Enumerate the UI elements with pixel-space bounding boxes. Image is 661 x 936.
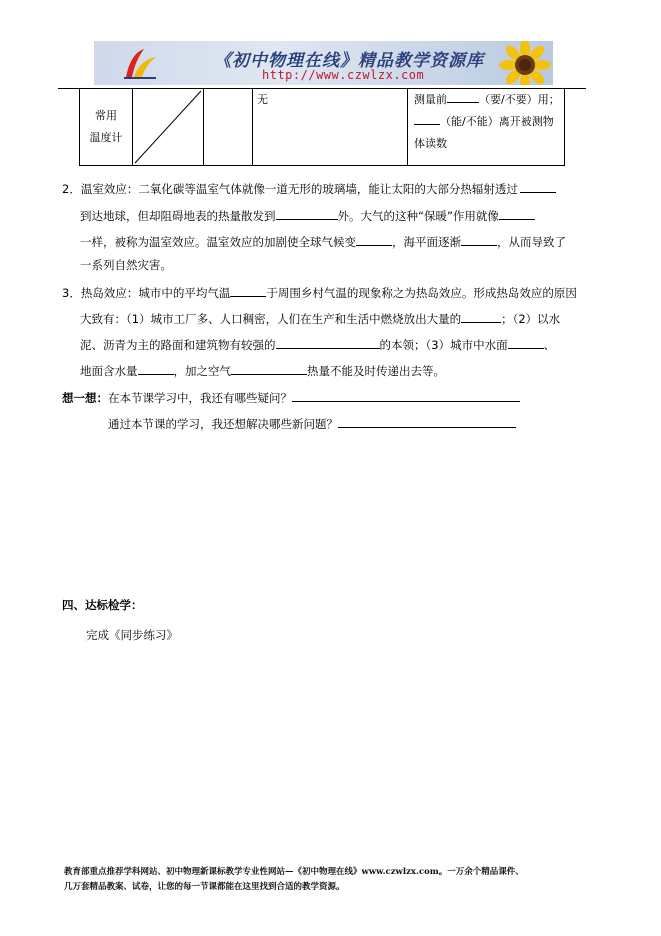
blank-field[interactable] <box>508 335 544 349</box>
item-text: ，从而导致了 <box>497 235 566 249</box>
item-text: 地面含水量 <box>80 364 138 378</box>
item-text: 外。大气的这种“保暖”作用就像 <box>337 209 499 223</box>
item-text: ，加之空气 <box>173 364 231 378</box>
blank-field[interactable] <box>338 414 516 428</box>
none-text: 无 <box>257 93 268 106</box>
think-line2 <box>108 414 516 432</box>
item3-line4 <box>80 361 445 379</box>
item2-line4: 一系列自然灾害。 <box>80 258 172 272</box>
item2-line2 <box>80 206 535 224</box>
thermometer-table <box>79 88 565 166</box>
item2-line3 <box>80 232 566 250</box>
blank-field[interactable] <box>276 206 338 220</box>
blank-field[interactable] <box>356 232 392 246</box>
think-question: 在本节课学习中，我还有哪些疑问？ <box>108 391 292 405</box>
blank-field[interactable] <box>292 388 520 402</box>
item3-line2 <box>80 309 560 327</box>
item-text: ，海平面逐渐 <box>392 235 461 249</box>
row-label-line1: 常用 <box>95 109 117 122</box>
blank-field[interactable] <box>231 361 307 375</box>
item-text: 的本领；（3）城市中水面 <box>379 338 508 352</box>
none-cell <box>253 89 408 166</box>
usage-text-c: （能/不能）离开被测物 <box>440 115 554 128</box>
sunflower-image <box>490 41 553 85</box>
footer-line1: 教育部重点推荐学科网站、初中物理新课标教学专业性网站—《初中物理在线》www.czwlzx.com。一万余个精品课件、 <box>64 867 524 877</box>
usage-line3: 体读数 <box>414 137 447 150</box>
usage-line2 <box>414 111 564 133</box>
diagonal-cell <box>133 89 204 166</box>
item-number: 2． <box>62 182 81 196</box>
table-row <box>80 89 565 166</box>
empty-cell <box>204 89 253 166</box>
usage-cell <box>408 89 565 166</box>
section-heading: 四、达标检学： <box>62 598 143 612</box>
blank-field[interactable] <box>230 283 266 297</box>
item-text: 泥、沥青为主的路面和建筑物有较强的 <box>80 338 276 352</box>
item-text: 一样，被称为温室效应。温室效应的加剧使全球气候变 <box>80 235 356 249</box>
item-number: 3． <box>62 286 81 300</box>
think-label: 想一想： <box>62 391 108 405</box>
usage-text-a: 测量前 <box>414 93 447 106</box>
header-banner <box>94 41 553 85</box>
think-question: 通过本节课的学习，我还想解决哪些新问题？ <box>108 417 338 431</box>
item-text: 、 <box>543 338 556 352</box>
item-text: ；（2）以水 <box>501 312 561 326</box>
footer-line2: 几万套精品教案、试卷，让您的每一节课都能在这里找到合适的教学资源。 <box>64 882 345 892</box>
banner-title: 《初中物理在线》精品教学资源库 <box>214 51 484 71</box>
think-line1 <box>62 388 520 406</box>
item-text: 热量不能及时传递出去等。 <box>307 364 445 378</box>
blank-field[interactable] <box>461 309 501 323</box>
item3-line3 <box>80 335 555 353</box>
item-text: 大致有：（1）城市工厂多、人口稠密，人们在生产和生活中燃烧放出大量的 <box>80 312 462 326</box>
row-label-cell <box>80 89 133 166</box>
blank-field[interactable] <box>138 361 174 375</box>
item-text: 温室效应：二氧化碳等温室气体就像一道无形的玻璃墙，能让太阳的大部分热辐射透过 <box>80 182 518 196</box>
item3-line1 <box>62 283 577 301</box>
usage-line1 <box>414 89 564 111</box>
item-text: 热岛效应：城市中的平均气温 <box>80 286 231 300</box>
blank-field[interactable] <box>414 111 440 125</box>
blank-field[interactable] <box>520 179 556 193</box>
blank-field[interactable] <box>276 335 380 349</box>
row-label-line2: 温度计 <box>89 131 123 144</box>
blank-field[interactable] <box>461 232 497 246</box>
item2-line1 <box>62 179 556 197</box>
usage-text-b: （要/不要）用； <box>479 93 560 106</box>
blank-field[interactable] <box>499 206 535 220</box>
blank-field[interactable] <box>447 89 479 103</box>
item-text: 到达地球，但却阻碍地表的热量散发到 <box>80 209 276 223</box>
banner-url[interactable]: http://www.czwlzx.com <box>262 68 425 82</box>
item-text: 于周围乡村气温的现象称之为热岛效应。形成热岛效应的原因 <box>266 286 577 300</box>
section-text: 完成《同步练习》 <box>86 628 178 642</box>
diagonal-line <box>133 89 203 165</box>
logo-icon <box>120 47 160 81</box>
